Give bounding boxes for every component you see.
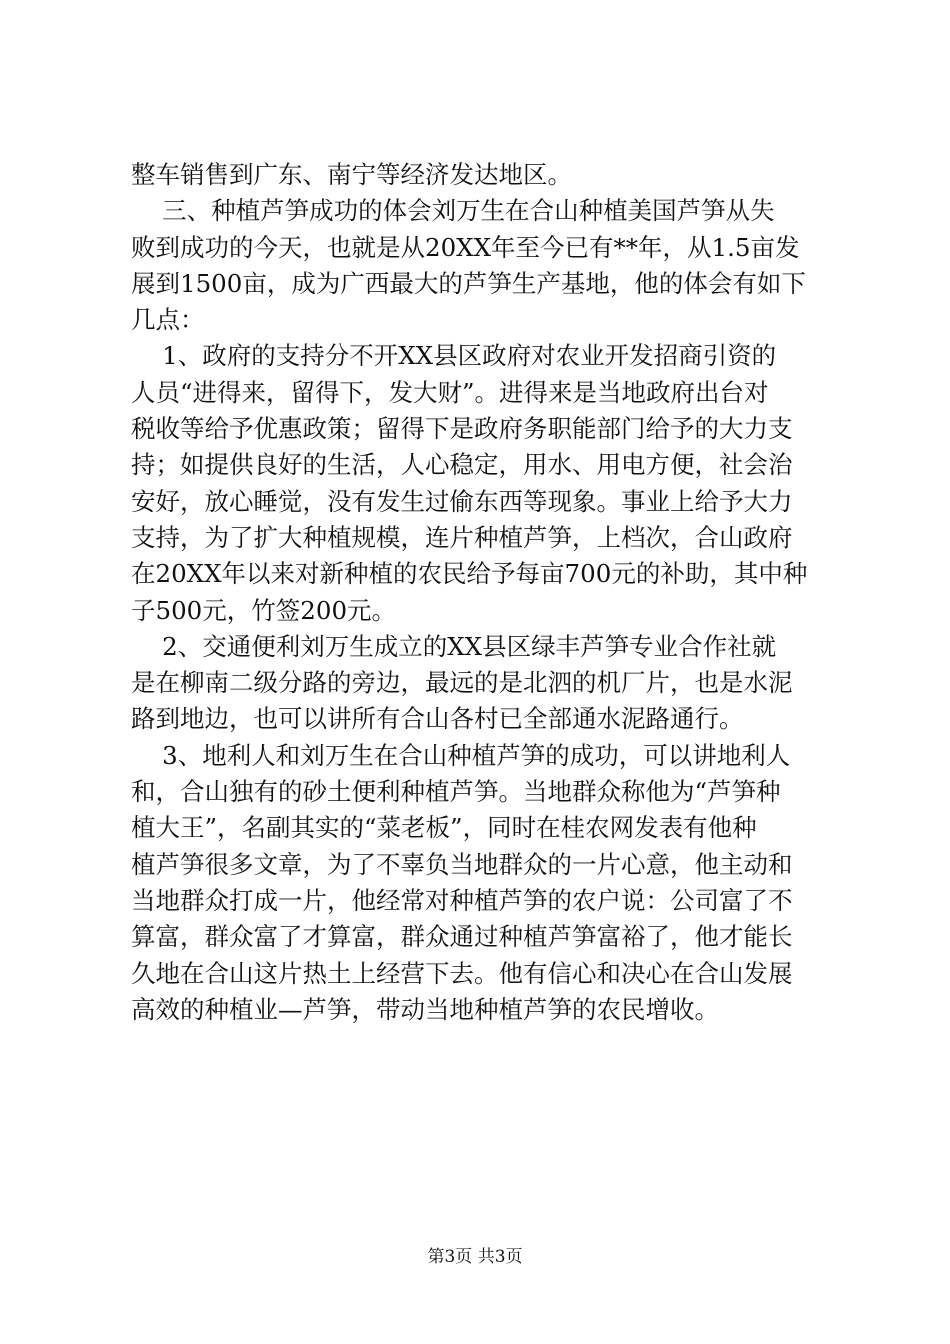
text-line: 久地在合山这片热土上经营下去。他有信心和决心在合山发展: [131, 958, 793, 988]
text-line: 算富，群众富了才算富，群众通过种植芦笋富裕了，他才能长: [131, 922, 793, 952]
text-line: 安好，放心睡觉，没有发生过偷东西等现象。事业上给予大力: [131, 486, 793, 516]
text-line: 植大王”，名副其实的“菜老板”，同时在桂农网发表有他种: [131, 813, 757, 843]
page-number-footer: 第3页 共3页: [427, 1247, 523, 1267]
text-line: 持；如提供良好的生活，人心稳定，用水、用电方便，社会治: [131, 450, 793, 480]
text-line: 3、地利人和刘万生在合山种植芦笋的成功，可以讲地利人: [131, 740, 791, 770]
text-line: 子500元，竹签200元。: [131, 595, 397, 625]
text-line: 是在柳南二级分路的旁边，最远的是北泗的机厂片，也是水泥: [131, 668, 793, 698]
text-line: 在20XX年以来对新种植的农民给予每亩700元的补助，其中种: [131, 559, 808, 589]
text-line: 税收等给予优惠政策；留得下是政府务职能部门给予的大力支: [131, 414, 793, 444]
text-line: 高效的种植业—芦笋，带动当地种植芦笋的农民增收。: [131, 994, 719, 1024]
text-line: 路到地边，也可以讲所有合山各村已全部通水泥路通行。: [131, 704, 744, 734]
text-line: 展到1500亩，成为广西最大的芦笋生产基地，他的体会有如下: [131, 268, 806, 298]
text-line: 当地群众打成一片，他经常对种植芦笋的农户说：公司富了不: [131, 885, 793, 915]
text-line: 三、种植芦笋成功的体会刘万生在合山种植美国芦笋从失: [131, 196, 775, 226]
text-line: 人员“进得来，留得下，发大财”。进得来是当地政府出台对: [131, 377, 769, 407]
text-line: 败到成功的今天，也就是从20XX年至今已有**年，从1.5亩发: [131, 232, 800, 262]
text-line: 支持，为了扩大种植规模，连片种植芦笋，上档次，合山政府: [131, 522, 793, 552]
text-line: 整车销售到广东、南宁等经济发达地区。: [131, 160, 572, 189]
body-text: [131, 157, 831, 1028]
text-line: 和，合山独有的砂土便利种植芦笋。当地群众称他为“芦笋种: [131, 777, 781, 807]
text-line: 植芦笋很多文章，为了不辜负当地群众的一片心意，他主动和: [131, 849, 793, 879]
text-line: 2、交通便利刘万生成立的XX县区绿丰芦笋专业合作社就: [131, 631, 777, 661]
text-line: 1、政府的支持分不开XX县区政府对农业开发招商引资的: [131, 341, 777, 371]
text-line: 几点：: [131, 305, 205, 335]
